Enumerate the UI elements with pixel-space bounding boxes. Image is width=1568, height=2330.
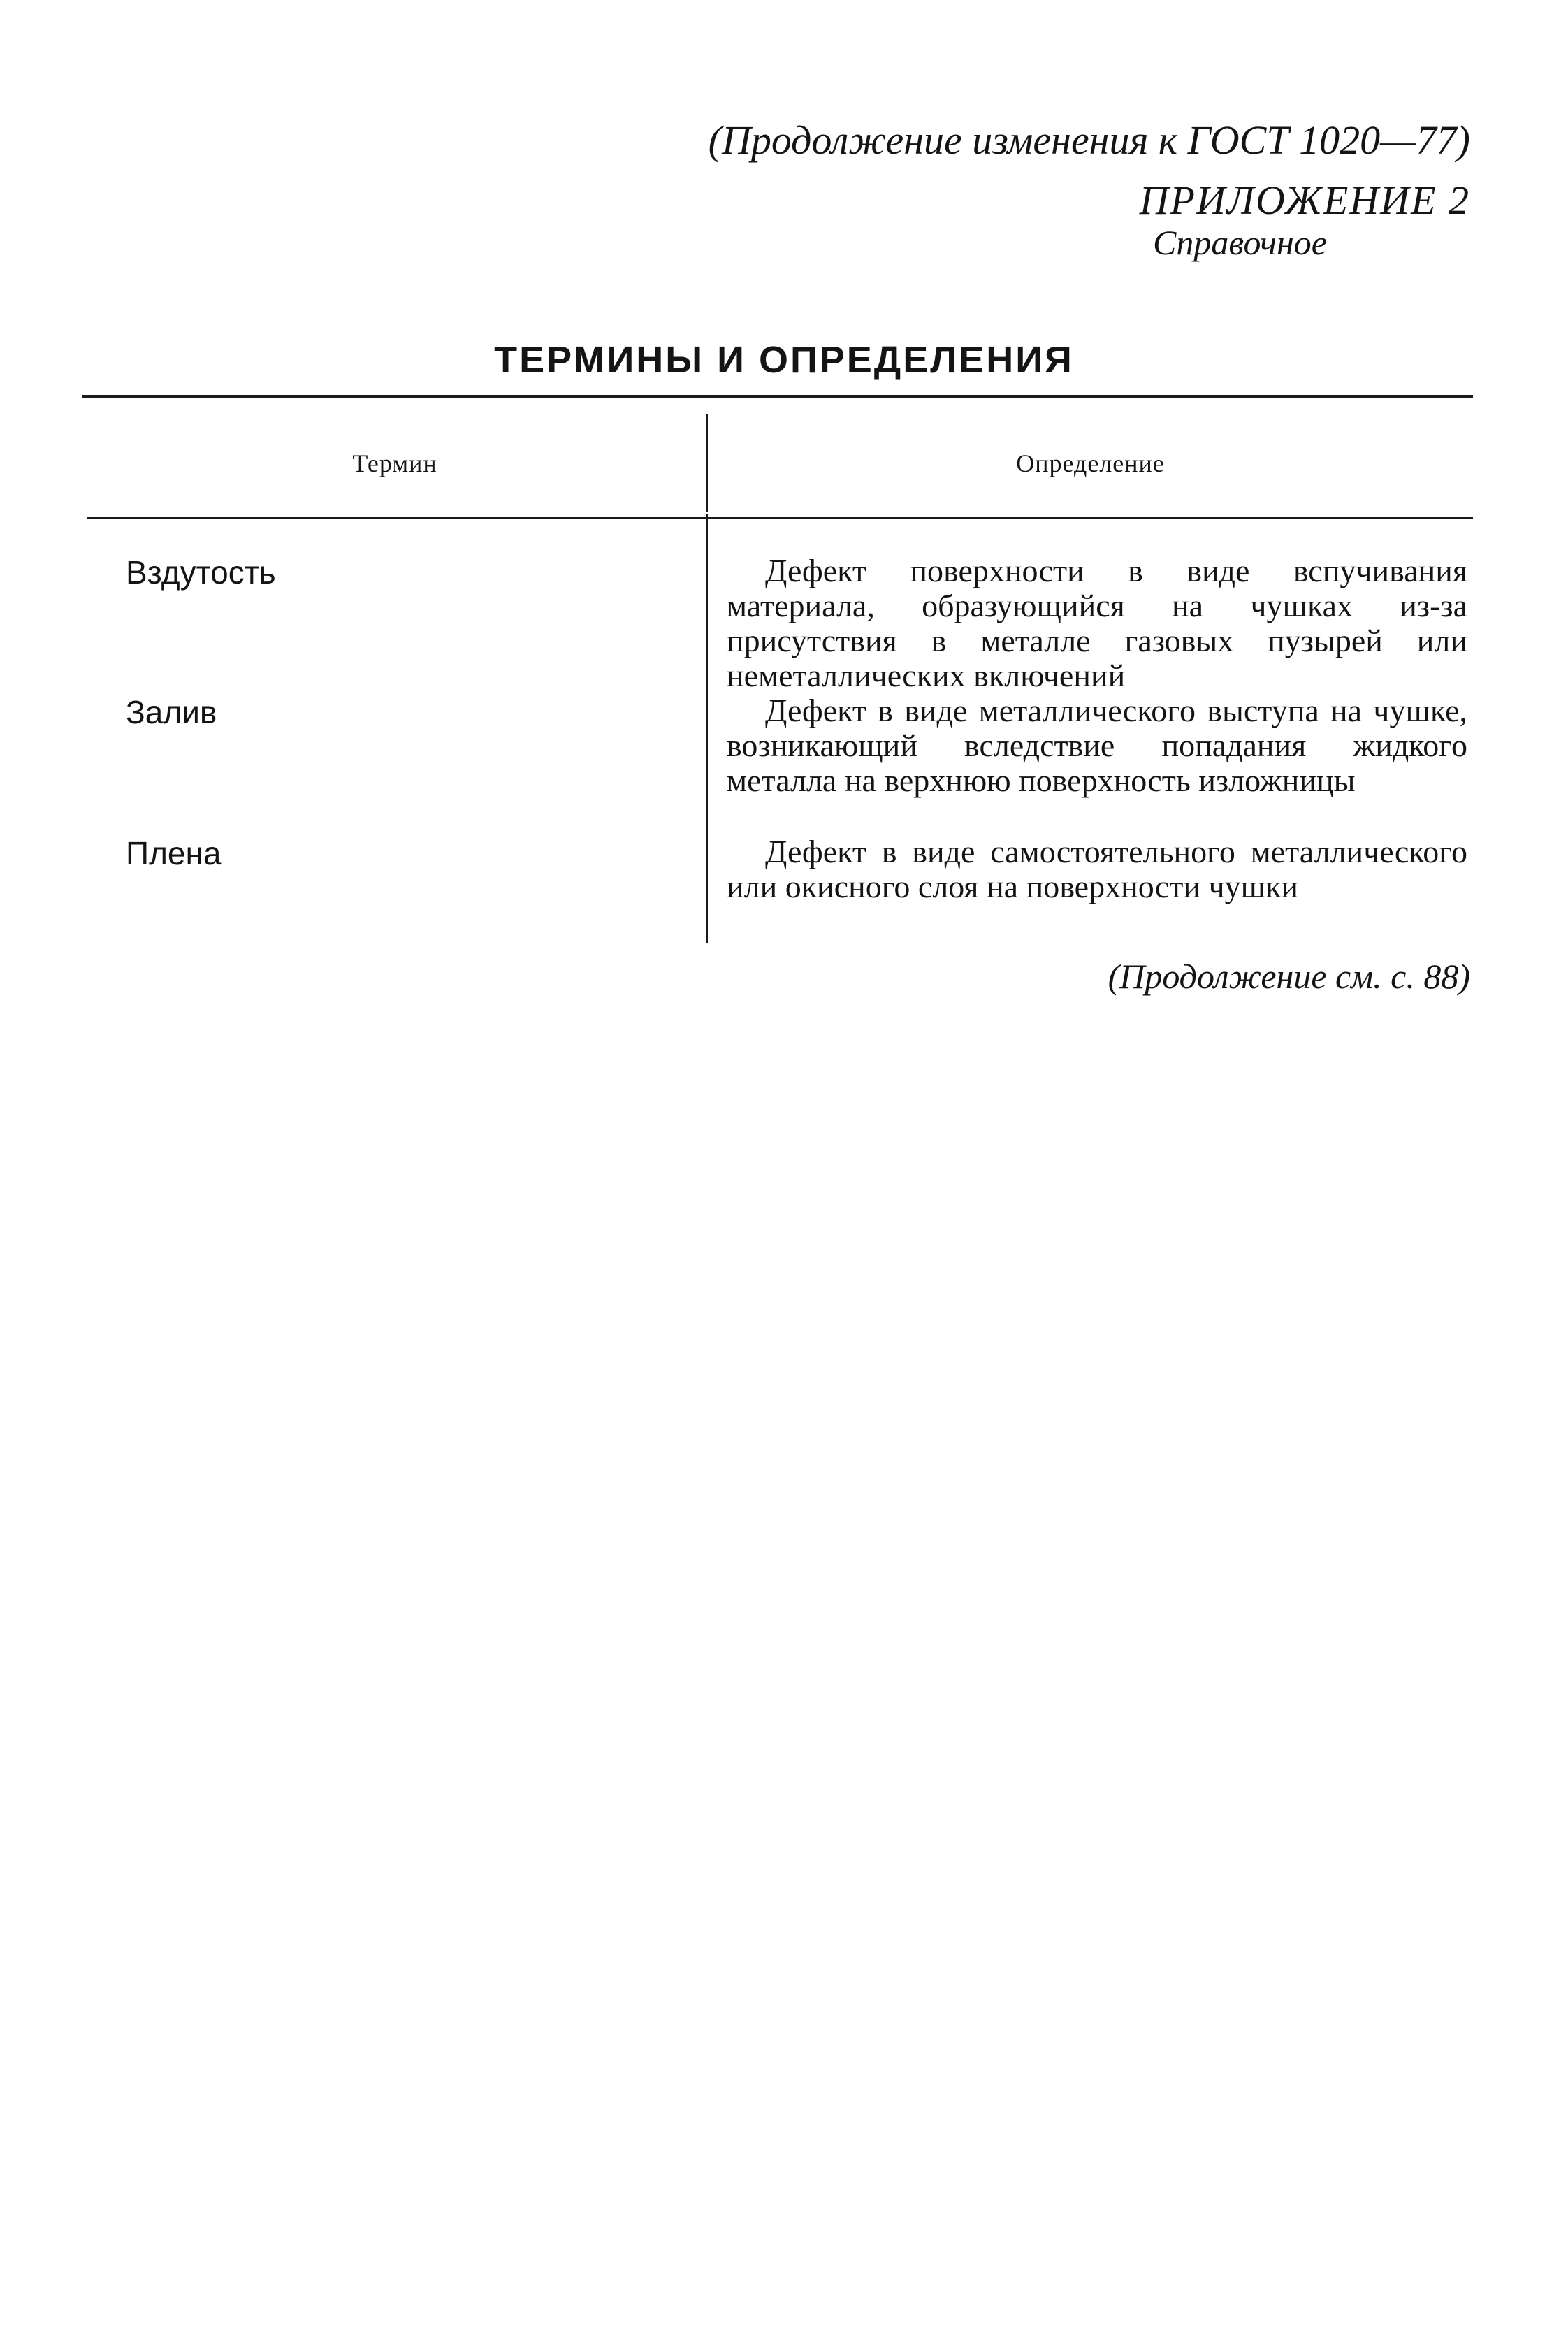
definition-cell: Дефект в виде самостоятельного металлического или окисного слоя на поверхности чушки [727,834,1467,904]
term-cell: Плена [126,835,222,871]
column-header-term: Термин [352,449,437,477]
appendix-note: Справочное [1153,223,1327,262]
column-header-definition: Определение [1016,449,1165,477]
term-cell: Залив [126,694,217,730]
header-bottom-rule [87,517,1473,519]
continuation-header: (Продолжение изменения к ГОСТ 1020—77) [708,117,1470,163]
continuation-footer: (Продолжение см. с. 88) [1108,957,1470,996]
document-title: ТЕРМИНЫ И ОПРЕДЕЛЕНИЯ [494,339,1074,381]
column-divider [706,514,708,943]
table-top-rule [82,395,1473,398]
appendix-title: ПРИЛОЖЕНИЕ 2 [1139,178,1470,223]
definition-cell: Дефект в виде металлического выступа на чушке, возникающий вследствие попадания жидкого металла на верхнюю поверхность изложницы [727,693,1467,798]
term-cell: Вздутость [126,554,276,591]
definition-cell: Дефект поверхности в виде вспучивания материала, образующийся на чушках из-за присутствия в металле газовых пузырей или неметаллических включений [727,553,1467,693]
